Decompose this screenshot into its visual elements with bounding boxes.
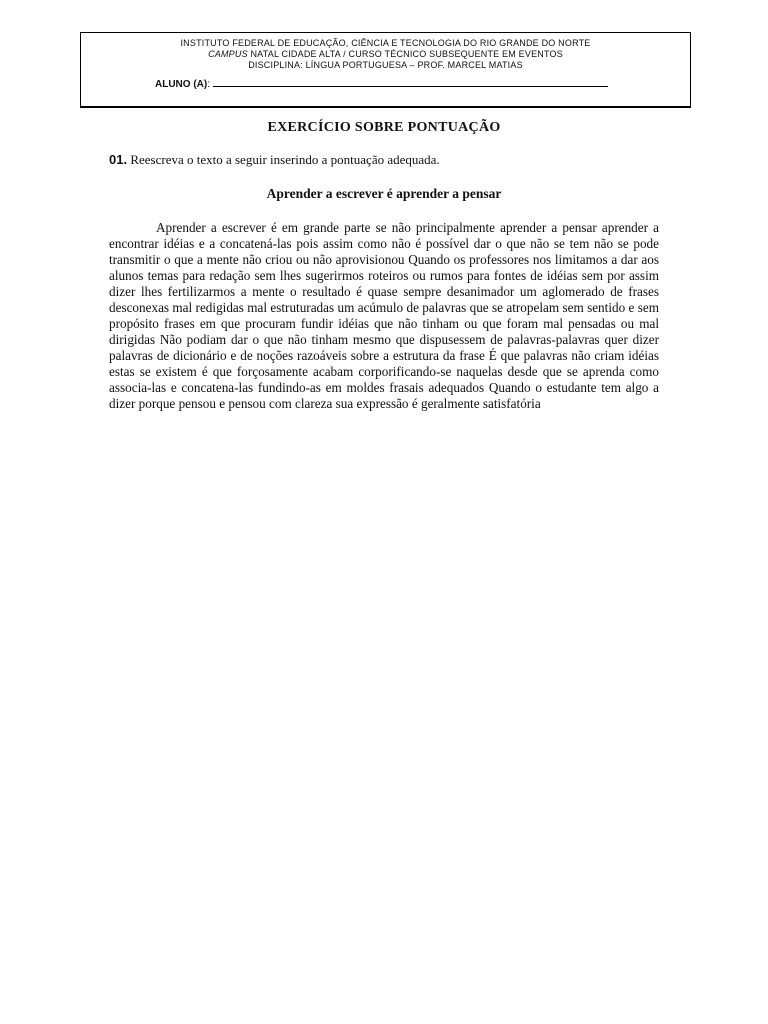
exercise-title: EXERCÍCIO SOBRE PONTUAÇÃO [267, 120, 501, 135]
question-text: Reescreva o texto a seguir inserindo a pontuação adequada. [127, 152, 440, 167]
text-title: Aprender a escrever é aprender a pensar [266, 186, 502, 201]
campus-label: CAMPUS [208, 49, 248, 59]
student-colon: : [207, 79, 210, 90]
discipline-line: DISCIPLINA: LÍNGUA PORTUGUESA – PROF. MARCEL MATIAS [248, 60, 523, 70]
question-01 [109, 152, 440, 168]
question-number: 01. [109, 152, 128, 167]
document-header [80, 32, 691, 108]
student-label: ALUNO (A) [155, 79, 208, 90]
exercise-body-text: Aprender a escrever é em grande parte se não principalmente aprender a pensar aprender a encontrar idéias e a concatená-las pois assim como não é possível dar o que não se tem não se pode transmitir o que a mente não criou ou não aprovisionou Quando os professores nos limitamos a dar aos alunos temas para redação sem lhes sugerirmos roteiros ou rumos para fontes de idéias sem por assim dizer lhes fertilizarmos a mente o resultado é quase sempre desanimador um aglomerado de frases desconexas mal redigidas mal estruturadas um acúmulo de palavras que se atropelam sem sentido e sem propósito frases em que procuram fundir idéias que não tinham ou que foram mal pensadas ou mal dirigidas Não podiam dar o que não tinham mesmo que dispusessem de palavras-palavras quer dizer palavras de dicionário e de noções razoáveis sobre a estrutura da frase É que palavras não criam idéias estas se existem é que forçosamente acabam corporificando-se naquelas desde que se aprenda como associa-las e concatena-las fundindo-as em moldes frasais adequados Quando o estudante tem algo a dizer porque pensou e pensou com clareza sua expressão é geralmente satisfatória [109, 220, 659, 411]
course-info: NATAL CIDADE ALTA / CURSO TÉCNICO SUBSEQUENTE EM EVENTOS [247, 49, 563, 59]
institution-name: INSTITUTO FEDERAL DE EDUCAÇÃO, CIÊNCIA E TECNOLOGIA DO RIO GRANDE DO NORTE [180, 38, 591, 48]
campus-course-line [81, 49, 690, 60]
student-name-line [213, 78, 608, 87]
student-name-field [155, 78, 608, 90]
